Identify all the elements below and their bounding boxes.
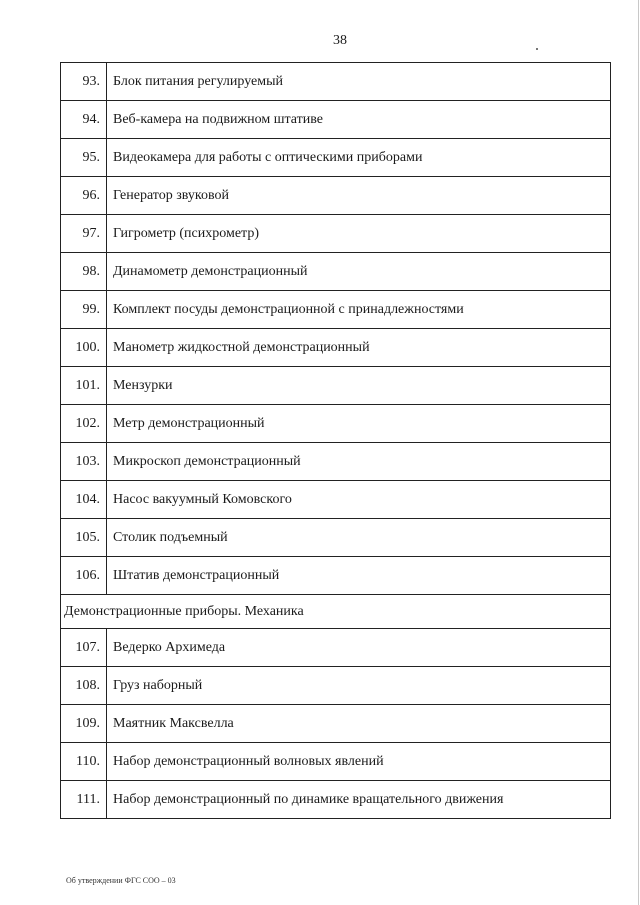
row-number: 94. (61, 101, 107, 139)
row-item-name: Блок питания регулируемый (107, 63, 611, 101)
row-item-name: Видеокамера для работы с оптическими приборами (107, 139, 611, 177)
row-number: 111. (61, 781, 107, 819)
row-item-name: Мензурки (107, 367, 611, 405)
row-item-name: Гигрометр (психрометр) (107, 215, 611, 253)
table-row (61, 557, 611, 595)
table-row (61, 101, 611, 139)
table-row (61, 291, 611, 329)
table-row (61, 667, 611, 705)
footer-text: Об утверждении ФГС СОО – 03 (66, 876, 176, 885)
equipment-table (60, 62, 611, 819)
row-item-name: Штатив демонстрационный (107, 557, 611, 595)
table-row (61, 139, 611, 177)
scan-edge-line (638, 0, 639, 905)
row-item-name: Манометр жидкостной демонстрационный (107, 329, 611, 367)
row-number: 107. (61, 629, 107, 667)
section-header: Демонстрационные приборы. Механика (61, 595, 611, 629)
row-number: 97. (61, 215, 107, 253)
row-number: 105. (61, 519, 107, 557)
table-row (61, 519, 611, 557)
table-row (61, 743, 611, 781)
table-row (61, 405, 611, 443)
row-item-name: Комплект посуды демонстрационной с принадлежностями (107, 291, 611, 329)
table-row (61, 705, 611, 743)
table-row (61, 329, 611, 367)
row-number: 104. (61, 481, 107, 519)
row-item-name: Маятник Максвелла (107, 705, 611, 743)
row-number: 102. (61, 405, 107, 443)
row-number: 108. (61, 667, 107, 705)
table-row (61, 629, 611, 667)
equipment-table-body (61, 63, 611, 819)
row-item-name: Груз наборный (107, 667, 611, 705)
table-row (61, 367, 611, 405)
table-row (61, 443, 611, 481)
row-number: 98. (61, 253, 107, 291)
table-row (61, 177, 611, 215)
row-number: 96. (61, 177, 107, 215)
table-row (61, 63, 611, 101)
page-number: 38 (333, 33, 347, 48)
scan-speck (536, 48, 538, 50)
row-number: 95. (61, 139, 107, 177)
row-item-name: Насос вакуумный Комовского (107, 481, 611, 519)
row-item-name: Столик подъемный (107, 519, 611, 557)
row-item-name: Динамометр демонстрационный (107, 253, 611, 291)
row-number: 109. (61, 705, 107, 743)
table-row (61, 481, 611, 519)
row-number: 99. (61, 291, 107, 329)
row-number: 93. (61, 63, 107, 101)
row-number: 100. (61, 329, 107, 367)
row-number: 101. (61, 367, 107, 405)
row-item-name: Метр демонстрационный (107, 405, 611, 443)
row-number: 110. (61, 743, 107, 781)
row-number: 106. (61, 557, 107, 595)
table-row (61, 781, 611, 819)
row-item-name: Ведерко Архимеда (107, 629, 611, 667)
row-item-name: Генератор звуковой (107, 177, 611, 215)
table-row (61, 253, 611, 291)
row-item-name: Набор демонстрационный по динамике вращательного движения (107, 781, 611, 819)
row-item-name: Микроскоп демонстрационный (107, 443, 611, 481)
row-number: 103. (61, 443, 107, 481)
row-item-name: Набор демонстрационный волновых явлений (107, 743, 611, 781)
table-row (61, 215, 611, 253)
section-header-row (61, 595, 611, 629)
row-item-name: Веб-камера на подвижном штативе (107, 101, 611, 139)
